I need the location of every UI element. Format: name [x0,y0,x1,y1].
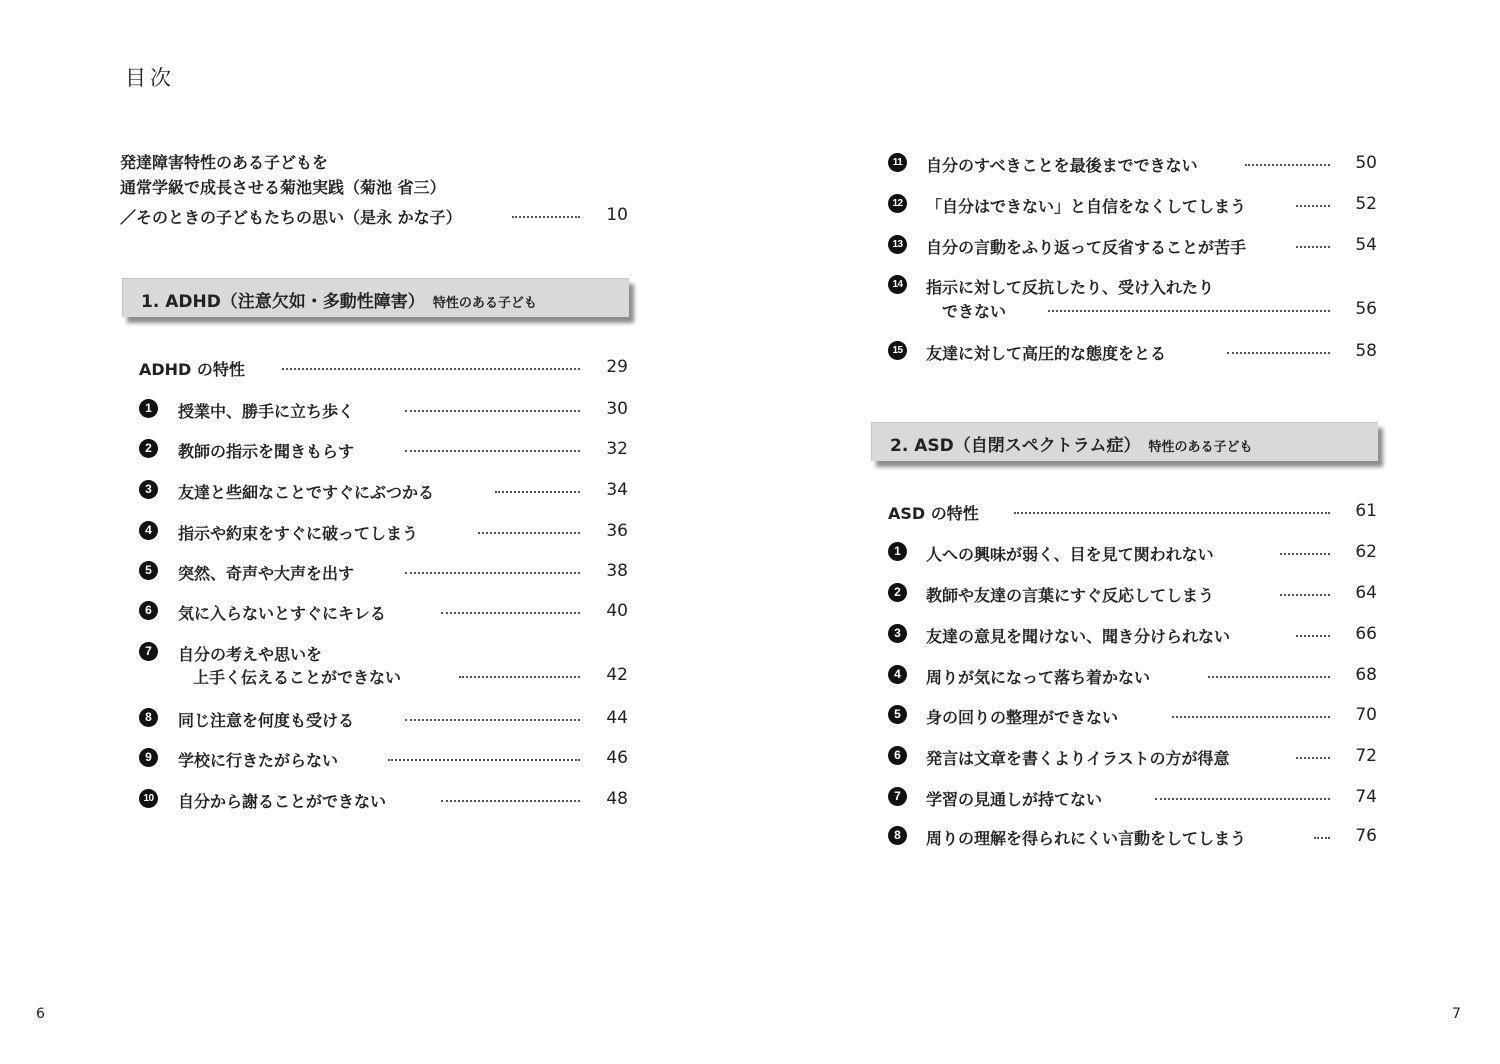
toc-item-text[interactable]: 人への興味が弱く、目を見て関われない [926,545,1214,564]
toc-item-page[interactable]: 30 [606,399,628,419]
item-number-badge: 11 [888,153,907,172]
item-number-badge: 5 [139,561,158,580]
toc-item-page[interactable]: 58 [1355,341,1377,361]
toc-item-page[interactable]: 76 [1355,826,1377,846]
toc-item-text[interactable]: 学校に行きたがらない [178,751,339,770]
toc-item-page[interactable]: 74 [1355,787,1377,807]
section-2-heading[interactable]: ASD の特性 [888,504,979,523]
toc-item-text-continued[interactable]: できない [942,302,1007,321]
toc-item-text[interactable]: 自分の考えや思いを [178,645,323,664]
leader-dots [282,368,580,370]
toc-item-page[interactable]: 66 [1355,624,1377,644]
intro-page-number[interactable]: 10 [606,205,628,225]
toc-item-page[interactable]: 48 [606,789,628,809]
leader-dots [1172,716,1330,718]
toc-item-page[interactable]: 70 [1355,705,1377,725]
toc-item-text[interactable]: 身の回りの整理ができない [926,708,1119,727]
leader-dots [1014,512,1330,514]
toc-item-page[interactable]: 50 [1355,153,1377,173]
section-1-title [141,287,537,312]
item-number-badge: 7 [139,642,158,661]
toc-item-page[interactable]: 40 [606,601,628,621]
toc-item-text[interactable]: 同じ注意を何度も受ける [178,711,355,730]
item-number-badge: 3 [139,480,158,499]
section-1-title-main: 1. ADHD（注意欠如・多動性障害） [141,292,425,312]
toc-item-page[interactable]: 62 [1355,542,1377,562]
toc-item-text[interactable]: 友達の意見を聞けない、聞き分けられない [926,627,1231,646]
toc-item-page[interactable]: 56 [1355,299,1377,319]
section-2-title-sub: 特性のある子ども [1148,440,1253,455]
toc-item-text[interactable]: 友達に対して高圧的な態度をとる [926,344,1167,363]
toc-item-text[interactable]: 周りが気になって落ち着かない [926,668,1151,687]
item-number-badge: 13 [888,235,907,254]
page-folio-right: 7 [1452,1006,1461,1022]
toc-item-text[interactable]: 教師や友達の言葉にすぐ反応してしまう [926,586,1215,605]
toc-item-text[interactable]: 授業中、勝手に立ち歩く [178,402,355,421]
item-number-badge: 6 [888,746,907,765]
item-number-badge: 4 [139,521,158,540]
toc-item-page[interactable]: 54 [1355,235,1377,255]
item-number-badge: 6 [139,601,158,620]
section-2-title [890,431,1253,456]
leader-dots [478,532,580,534]
toc-item-text[interactable]: 自分から謝ることができない [178,792,387,811]
toc-item-text[interactable]: 自分の言動をふり返って反省することが苦手 [926,238,1247,257]
toc-item-text[interactable]: 指示や約束をすぐに破ってしまう [178,524,419,543]
toc-item-page[interactable]: 72 [1355,746,1377,766]
section-1-heading[interactable]: ADHD の特性 [139,360,245,379]
item-number-badge: 2 [139,439,158,458]
item-number-badge: 4 [888,665,907,684]
section-2-heading-page[interactable]: 61 [1355,501,1377,521]
toc-item-page[interactable]: 34 [606,480,628,500]
intro-line-2: 通常学級で成長させる菊池実践（菊池 省三） [120,178,446,197]
toc-item-page[interactable]: 52 [1355,194,1377,214]
toc-item-text[interactable]: 友達と些細なことですぐにぶつかる [178,483,435,502]
toc-item-page[interactable]: 36 [606,521,628,541]
toc-item-text[interactable]: 指示に対して反抗したり、受け入れたり [926,278,1215,297]
section-1-banner [122,278,629,317]
leader-dots [405,450,580,452]
toc-item-page[interactable]: 42 [606,665,628,685]
item-number-badge: 8 [139,708,158,727]
toc-item-text[interactable]: 教師の指示を聞きもらす [178,442,355,461]
toc-item-page[interactable]: 32 [606,439,628,459]
leader-dots [405,572,580,574]
intro-line-3: ／そのときの子どもたちの思い（是永 かな子） [120,208,462,227]
section-2-banner [871,422,1378,461]
item-number-badge: 9 [139,748,158,767]
toc-item-page[interactable]: 44 [606,708,628,728]
toc-item-text[interactable]: 周りの理解を得られにくい言動をしてしまう [926,829,1247,848]
item-number-badge: 5 [888,705,907,724]
item-number-badge: 7 [888,787,907,806]
leader-dots [441,800,580,802]
leader-dots [405,410,580,412]
toc-item-text[interactable]: 発言は文章を書くよりイラストの方が得意 [926,749,1230,768]
toc-item-text[interactable]: 自分のすべきことを最後までできない [926,156,1198,175]
item-number-badge: 3 [888,624,907,643]
item-number-badge: 8 [888,826,907,845]
toc-item-text[interactable]: 「自分はできない」と自信をなくしてしまう [926,197,1247,216]
toc-item-page[interactable]: 68 [1355,665,1377,685]
intro-line-1: 発達障害特性のある子どもを [120,153,329,172]
leader-dots [1227,352,1330,354]
toc-item-page[interactable]: 38 [606,561,628,581]
item-number-badge: 10 [139,789,158,808]
section-1-heading-page[interactable]: 29 [606,357,628,377]
section-1-title-sub: 特性のある子ども [432,296,537,311]
toc-item-text[interactable]: 学習の見通しが持てない [926,790,1103,809]
leader-dots [441,612,580,614]
item-number-badge: 1 [888,542,907,561]
toc-item-text-continued[interactable]: 上手く伝えることができない [193,668,402,687]
toc-item-text[interactable]: 突然、奇声や大声を出す [178,564,355,583]
toc-item-text[interactable]: 気に入らないとすぐにキレる [178,604,386,623]
page-title: 目次 [125,66,175,90]
item-number-badge: 2 [888,583,907,602]
leader-dots [1155,798,1330,800]
item-number-badge: 15 [888,341,907,360]
item-number-badge: 14 [888,275,907,294]
toc-item-page[interactable]: 64 [1355,583,1377,603]
leader-dots [388,759,580,761]
item-number-badge: 1 [139,399,158,418]
leader-dots [1208,676,1330,678]
leader-dots [1048,310,1330,312]
toc-item-page[interactable]: 46 [606,748,628,768]
leader-dots [459,676,580,678]
leader-dots [405,719,580,721]
item-number-badge: 12 [888,194,907,213]
section-2-title-main: 2. ASD（自閉スペクトラム症） [890,436,1141,456]
page-folio-left: 6 [36,1006,45,1022]
